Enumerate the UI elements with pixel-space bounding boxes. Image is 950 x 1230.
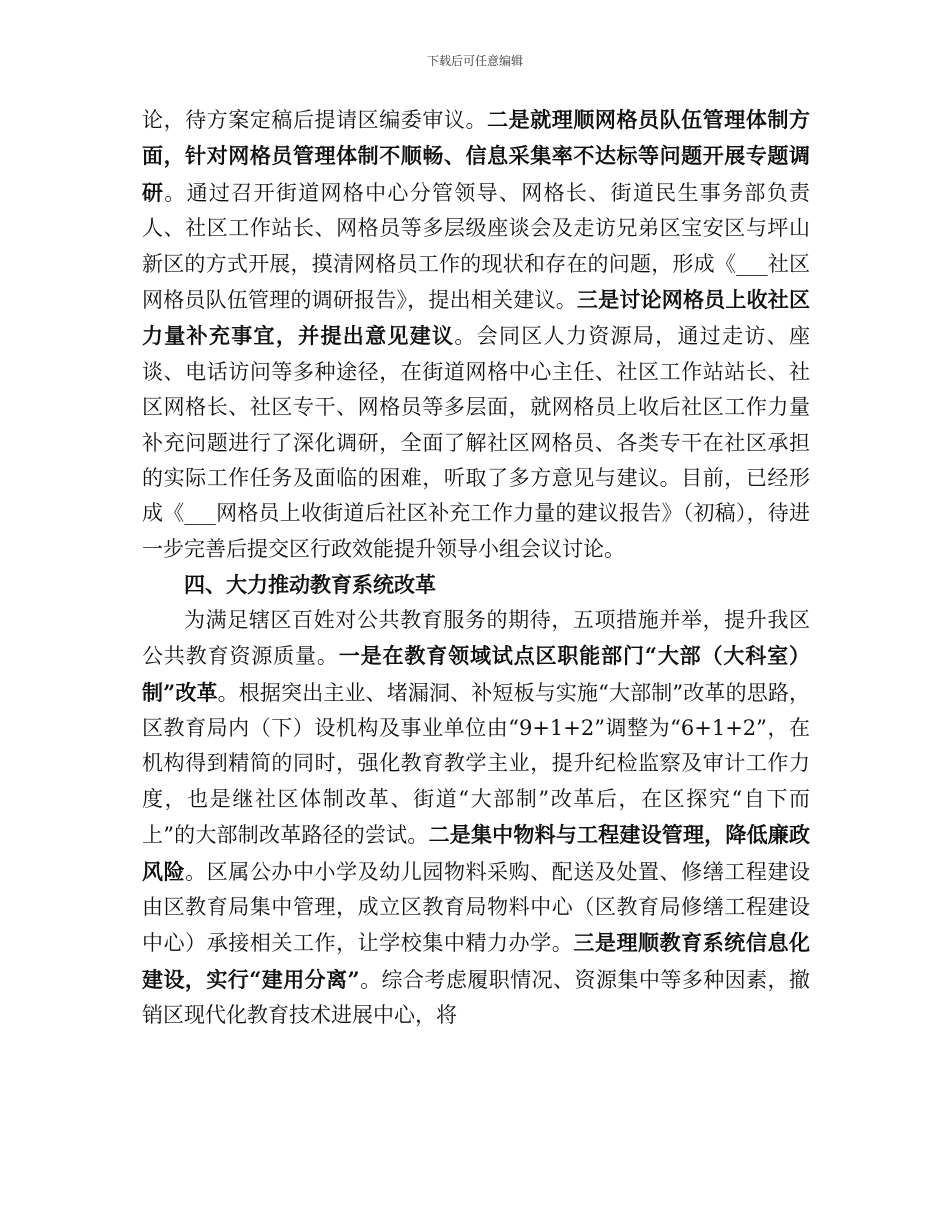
measure-two-heading: 二是集中物料与工程建设管理，降低廉政风险 xyxy=(142,822,810,884)
point-three-text: 。会同区人力资源局，通过走访、座谈、电话访问等多种途径，在街道网格中心主任、社区工作站站长、社区网格长、社区专干、网格员等多层面，就网格员上收后社区工作力量补充问题进行了深化调研，全面了解社区网格员、各类专干在社区承担的实际工作任务及面临的困难，听取了多方意见与建议。目前，已经形成《___网格员上收街道后社区补充工作力量的建议报告》（初稿），待进一步完善后提交区行政效能提升领导小组会议讨论。 xyxy=(142,324,810,561)
measure-one-heading: 一是在教育领域试点区职能部门“大部（大科室）制”改革 xyxy=(142,643,811,705)
page-header: 下载后可任意编辑 xyxy=(426,54,523,68)
sentence-review: 论，待方案定稿后提请区编委审议。 xyxy=(142,108,488,132)
section-heading: 四、大力推动教育系统改革 xyxy=(184,572,436,598)
measure-two-text: 。区属公办中小学及幼儿园物料采购、配送及处置、修缮工程建设由区教育局集中管理，成立区教育局物料中心（区教育局修缮工程建设中心）承接相关工作，让学校集中精力办学。 xyxy=(142,859,811,956)
point-three-heading: 三是讨论网格员上收社区力量补充事宜，并提出意见建议 xyxy=(142,287,811,349)
measure-three-text: 。综合考虑履职情况、资源集中等多种因素，撤销区现代化教育技术进展中心，将 xyxy=(142,967,810,1028)
point-two-text: 。通过召开街道网格中心分管领导、网格长、街道民生事务部负责人、社区工作站长、网格员等多层级座谈会及走访兄弟区宝安区与坪山新区的方式开展，摸清网格员工作的现状和存在的问题，形成《___社区网格员队伍管理的调研报告》，提出相关建议。 xyxy=(142,180,810,313)
paragraph-grid-staff xyxy=(142,102,810,567)
measure-one-text: 。根据突出主业、堵漏洞、补短板与实施“大部制”改革的思路，区教育局内（下）设机构及事业单位由“9+1+2”调整为“6+1+2”，在机构得到精简的同时，强化教育教学主业，提升纪检监察及审计工作力度，也是继社区体制改革、街道“大部制”改革后，在区探究“自下而上”的大部制改革路径的尝试。 xyxy=(142,680,810,848)
document-body xyxy=(142,102,810,1034)
intro-sentence: 为满足辖区百姓对公共教育服务的期待，五项措施并举，提升我区公共教育资源质量。 xyxy=(142,607,810,669)
point-two-heading: 二是就理顺网格员队伍管理体制方面，针对网格员管理体制不顺畅、信息采集率不达标等问题开展专题调研 xyxy=(142,107,811,205)
paragraph-education-reform xyxy=(142,603,810,1034)
measure-three-heading: 三是理顺教育系统信息化建设，实行“建用分离” xyxy=(142,930,811,992)
